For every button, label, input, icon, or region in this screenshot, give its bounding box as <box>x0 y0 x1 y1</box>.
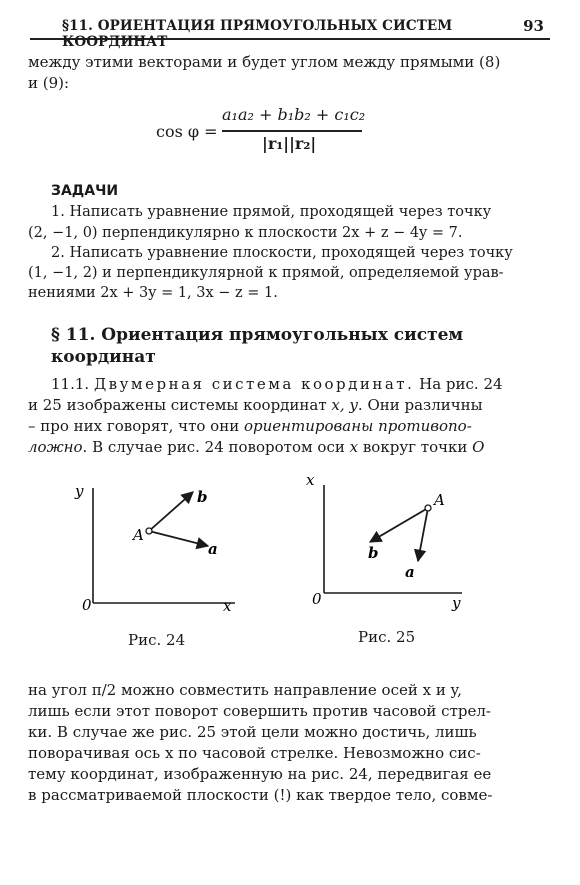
intro-line-2: и (9): <box>28 74 70 92</box>
fraction-bar <box>222 130 362 132</box>
fig25-point-label: A <box>434 491 445 509</box>
fig24-y-label: y <box>75 482 84 500</box>
fig24-vector-a <box>149 531 208 546</box>
para2-line-4: поворачивая ось x по часовой стрелке. Невозможно сис- <box>28 744 481 762</box>
para1-line-3-italic: ориентированы противопо- <box>243 417 472 435</box>
fig24-x-label: x <box>223 597 232 615</box>
fig25-point-a <box>425 505 431 511</box>
para1-line-4 <box>28 437 484 458</box>
problem-2-line-2: (1, −1, 2) и перпендикулярной к прямой, определяемой урав- <box>28 265 504 281</box>
para-number: 11.1. <box>51 375 90 393</box>
para1-line-4-o: O <box>472 438 485 456</box>
section-heading-line-1: § 11. Ориентация прямоугольных систем <box>51 325 464 345</box>
para1-line-1-rest: На рис. 24 <box>414 375 503 393</box>
para1-line-4-b: . В случае рис. 24 поворотом оси <box>82 438 350 456</box>
fig25-vector-b <box>370 508 428 542</box>
running-header <box>30 8 550 50</box>
section-heading <box>51 324 463 368</box>
figure-24 <box>60 470 260 620</box>
fig24-origin-label: 0 <box>82 596 92 614</box>
problem-1-line-1: 1. Написать уравнение прямой, проходящей через точку <box>51 204 492 220</box>
figure-25 <box>300 465 480 620</box>
fig24-vector-b <box>149 492 193 531</box>
para2-line-6: в рассматриваемой плоскости (!) как твердое тело, совме- <box>28 786 493 804</box>
header-title: §11. ОРИЕНТАЦИЯ ПРЯМОУГОЛЬНЫХ СИСТЕМ КООРДИНАТ <box>62 18 453 50</box>
fig25-y-label: y <box>452 594 461 612</box>
fig24-vec-b-label: b <box>197 488 208 506</box>
para2-line-1: на угол π/2 можно совместить направление осей x и y, <box>28 681 462 699</box>
para1-line-2-b: . Они различны <box>357 396 483 414</box>
para1-line-2-a: и 25 изображены системы координат <box>28 396 332 414</box>
fig24-caption: Рис. 24 <box>128 631 186 649</box>
para2-line-5: тему координат, изображенную на рис. 24, передвигая ее <box>28 765 492 783</box>
para1-line-4-c: вокруг точки <box>358 438 473 456</box>
fig25-vector-a <box>418 508 428 561</box>
problem-1-line-2: (2, −1, 0) перпендикулярно к плоскости 2x + z − 4y = 7. <box>28 225 463 241</box>
fig25-caption: Рис. 25 <box>358 628 416 646</box>
problems-heading: ЗАДАЧИ <box>51 183 119 199</box>
para2-line-2: лишь если этот поворот совершить против часовой стрел- <box>28 702 491 720</box>
fig25-vec-b-label: b <box>368 544 379 562</box>
cosine-formula <box>150 100 370 160</box>
para2-line-3: ки. В случае же рис. 25 этой цели можно достичь, лишь <box>28 723 477 741</box>
para1-line-2-vars: x, y <box>331 396 358 414</box>
formula-denominator: |r₁||r₂| <box>262 134 317 153</box>
fig25-origin-label: 0 <box>312 590 322 608</box>
para-title-spaced: Двумерная система координат. <box>93 375 415 393</box>
section-heading-line-2: координат <box>51 347 156 367</box>
fig24-point-a <box>146 528 152 534</box>
para1-line-4-x: x <box>349 438 359 456</box>
fig25-x-label: x <box>306 471 315 489</box>
problem-2-line-3: нениями 2x + 3y = 1, 3x − z = 1. <box>28 285 278 301</box>
fig25-vec-a-label: a <box>405 563 415 581</box>
para1-line-3-a: – про них говорят, что они <box>28 417 244 435</box>
formula-lhs: cos φ = <box>156 122 218 141</box>
formula-numerator: a₁a₂ + b₁b₂ + c₁c₂ <box>222 105 366 124</box>
fig24-vec-a-label: a <box>208 540 218 558</box>
para1-line-3 <box>28 416 472 437</box>
problem-2-line-1: 2. Написать уравнение плоскости, проходящей через точку <box>51 245 513 261</box>
para1-line-1 <box>51 374 503 395</box>
page-number: 93 <box>523 17 544 35</box>
para1-line-2 <box>28 395 483 416</box>
para1-line-4-italic: ложно <box>28 438 83 456</box>
intro-line-1: между этими векторами и будет углом между прямыми (8) <box>28 53 501 71</box>
fig24-point-label: A <box>133 526 144 544</box>
